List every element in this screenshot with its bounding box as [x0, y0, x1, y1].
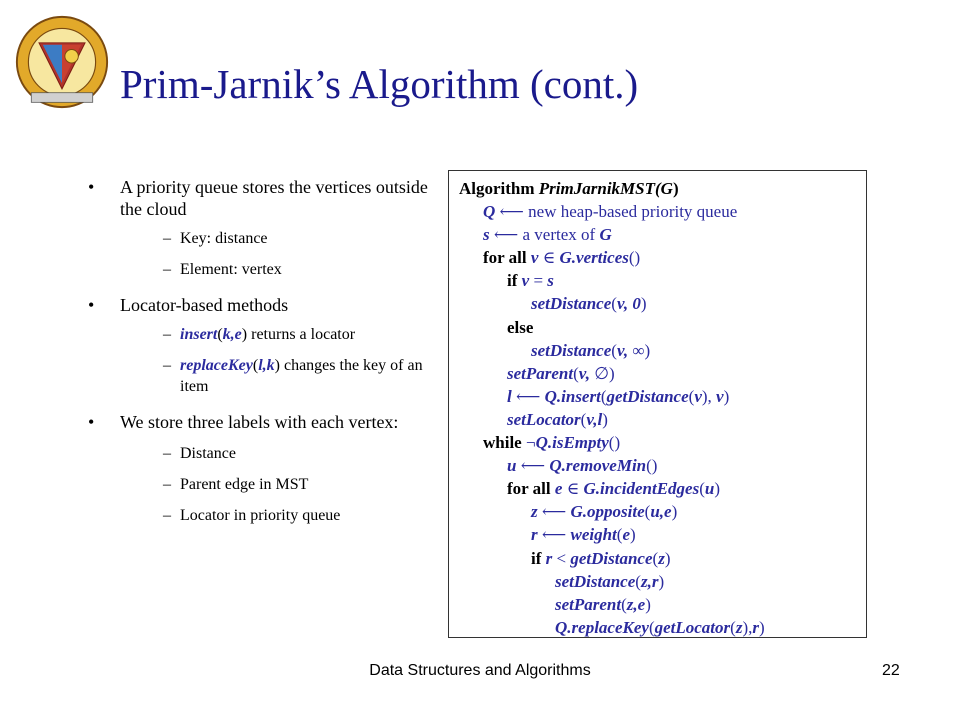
bullet-list — [84, 176, 434, 534]
bullet-dot: • — [88, 412, 95, 432]
sub-bullet-locator: – Locator in priority queue — [163, 507, 341, 524]
algo-line-if-compare: if r < getDistance(z) — [531, 548, 671, 568]
sub-bullet-parent-edge: – Parent edge in MST — [163, 476, 309, 493]
algo-line-if: if v = s — [507, 271, 554, 291]
algo-line-removemin: u ⟵ Q.removeMin() — [507, 456, 658, 476]
algo-line-setdistance-inf: setDistance(v, ∞) — [531, 340, 651, 360]
algo-line-replacekey: Q.replaceKey(getLocator(z),r) — [555, 617, 765, 637]
bullet-locator-methods: • Locator-based methods – insert(k,e) returns a locator – replaceKey(l,k) changes the key of an item — [84, 294, 434, 397]
bullet-dot: • — [88, 177, 95, 197]
algo-line-opposite: z ⟵ G.opposite(u,e) — [531, 502, 678, 522]
algo-line-setparent-ze: setParent(z,e) — [555, 594, 651, 614]
bullet-dot: • — [88, 295, 95, 315]
slide-title: Prim-Jarnik’s Algorithm (cont.) — [120, 61, 639, 107]
bullet-priority-queue: • A priority queue stores the vertices outside the cloud – Key: distance – Element: vertex — [84, 176, 434, 280]
sub-bullet-distance: – Distance — [163, 445, 236, 462]
algo-line-header: Algorithm PrimJarnikMST(G) — [459, 179, 679, 198]
sub-bullet-insert: – insert(k,e) returns a locator — [163, 326, 356, 343]
institute-logo — [14, 14, 110, 110]
algo-line-insert: l ⟵ Q.insert(getDistance(v), v) — [507, 386, 730, 406]
sub-bullet-replacekey: – replaceKey(l,k) changes the key of an item — [163, 357, 423, 395]
sub-bullet-key: – Key: distance — [163, 230, 268, 247]
sub-bullet-element: – Element: vertex — [163, 261, 282, 278]
algo-line-q: Q ⟵ new heap-based priority queue — [483, 202, 738, 222]
algo-line-forall-v: for all v ∈ G.vertices() — [483, 248, 641, 268]
algo-line-s: s ⟵ a vertex of G — [483, 225, 612, 245]
algo-line-setparent: setParent(v, ∅) — [507, 363, 615, 383]
algo-line-weight: r ⟵ weight(e) — [531, 525, 636, 545]
algo-line-else: else — [507, 317, 534, 337]
footer-title: Data Structures and Algorithms — [369, 662, 591, 679]
algorithm-box — [448, 170, 867, 638]
algo-line-setdistance-zr: setDistance(z,r) — [555, 571, 665, 591]
bullet-three-labels: • We store three labels with each vertex: – Distance – Parent edge in MST – Locator in priority queue — [84, 411, 434, 526]
algo-line-setlocator: setLocator(v,l) — [507, 409, 608, 429]
page-number: 22 — [882, 662, 900, 679]
algo-line-forall-e: for all e ∈ G.incidentEdges(u) — [507, 479, 721, 499]
algo-line-setdistance-0: setDistance(v, 0) — [531, 294, 647, 314]
algo-line-while: while ¬Q.isEmpty() — [483, 433, 621, 453]
